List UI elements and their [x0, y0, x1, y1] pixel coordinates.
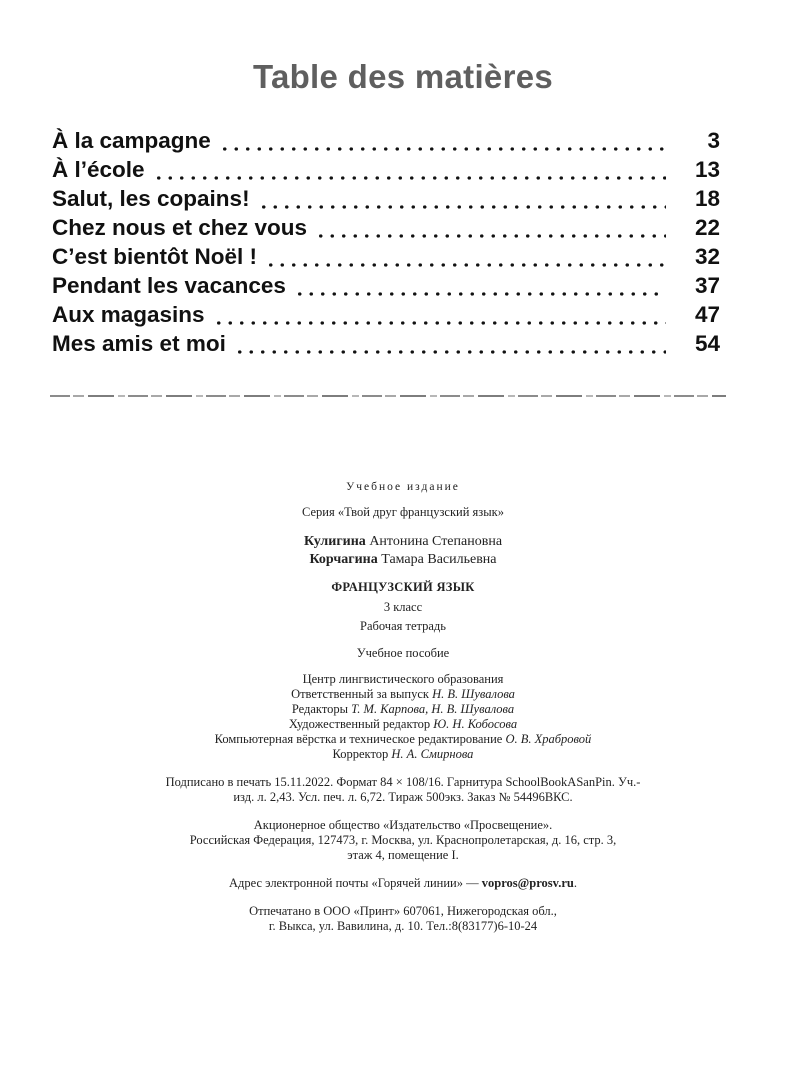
toc-entry: [52, 186, 720, 215]
author-2-name: Тамара Васильевна: [381, 552, 497, 567]
hotline-label: Адрес электронной почты «Горячей линии» —: [229, 876, 479, 890]
layout-line: [0, 732, 806, 747]
edition-type: Учебное издание: [346, 481, 460, 493]
series: Серия «Твой друг французский язык»: [302, 505, 504, 519]
toc-entry-page: 18: [694, 186, 720, 211]
responsible-line: [0, 687, 806, 702]
art-editor-line: [0, 717, 806, 732]
toc-entry: [52, 244, 720, 273]
center-name: Центр лингвистического образования: [302, 672, 504, 686]
toc-list: [52, 128, 720, 360]
editors-line: [0, 702, 806, 717]
divider-rule: [50, 395, 726, 397]
toc-title: Table des matières: [252, 58, 554, 95]
dot-leader: [315, 233, 666, 239]
toc-entry-label: Aux magasins: [52, 302, 205, 327]
dot-leader: [265, 262, 666, 268]
author-2: [0, 551, 806, 569]
toc-entry-page: 22: [694, 215, 720, 240]
publisher-line-3: этаж 4, помещение I.: [347, 848, 459, 862]
layout-label: Компьютерная вёрстка и техническое редактирование: [214, 732, 503, 746]
editors-label: Редакторы: [291, 702, 349, 716]
responsible-label: Ответственный за выпуск: [291, 687, 429, 701]
toc-entry-label: À l’école: [52, 157, 145, 182]
toc-entry-label: Mes amis et moi: [52, 331, 226, 356]
toc-entry-label: Chez nous et chez vous: [52, 215, 308, 240]
toc-entry: [52, 128, 720, 157]
toc-entry-page: 3: [707, 128, 720, 153]
corrector-name: Н. А. Смирнова: [391, 747, 474, 761]
art-editor-name: Ю. Н. Кобосова: [433, 717, 518, 731]
print-info-line-2: изд. л. 2,43. Усл. печ. л. 6,72. Тираж 500экз. Заказ № 54496ВКС.: [233, 790, 573, 804]
toc-entry-label: Salut, les copains!: [52, 186, 250, 211]
toc-entry-page: 54: [694, 331, 720, 356]
imprint-block: [0, 480, 806, 934]
toc-entry-label: C’est bientôt Noël !: [52, 244, 258, 269]
dot-leader: [219, 146, 666, 152]
print-info-line-1: Подписано в печать 15.11.2022. Формат 84 × 108/16. Гарнитура SchoolBookASanPin. Уч.-: [165, 775, 641, 789]
responsible-name: Н. В. Шувалова: [432, 687, 515, 701]
publisher-line-2: Российская Федерация, 127473, г. Москва, ул. Краснопролетарская, д. 16, стр. 3,: [189, 833, 617, 847]
author-1-surname: Кулигина: [303, 534, 366, 549]
dot-leader: [153, 175, 666, 181]
toc-entry-page: 13: [694, 157, 720, 182]
dot-leader: [258, 204, 666, 210]
toc-entry-label: Pendant les vacances: [52, 273, 286, 298]
art-editor-label: Художественный редактор: [288, 717, 431, 731]
layout-name: О. В. Храбровой: [505, 732, 592, 746]
toc-entry: [52, 157, 720, 186]
author-1-name: Антонина Степановна: [369, 534, 503, 549]
hotline-line: [0, 876, 806, 891]
corrector-line: [0, 747, 806, 762]
corrector-label: Корректор: [332, 747, 389, 761]
dot-leader: [213, 320, 666, 326]
publisher-line-1: Акционерное общество «Издательство «Просвещение».: [253, 818, 553, 832]
toc-entry: [52, 331, 720, 360]
book-type: Рабочая тетрадь: [360, 619, 446, 633]
toc-entry-page: 32: [694, 244, 720, 269]
hotline-email: vopros@prosv.ru: [481, 876, 574, 890]
grade: 3 класс: [383, 600, 423, 614]
dot-leader: [294, 291, 666, 297]
toc-entry-page: 47: [694, 302, 720, 327]
printer-line-1: Отпечатано в ООО «Принт» 607061, Нижегородская обл.,: [249, 904, 557, 918]
toc-entry-label: À la campagne: [52, 128, 211, 153]
hotline-end: .: [573, 876, 577, 890]
toc-entry: [52, 302, 720, 331]
toc-entry: [52, 215, 720, 244]
subject-title: ФРАНЦУЗСКИЙ ЯЗЫК: [331, 580, 475, 594]
author-2-surname: Корчагина: [309, 552, 378, 567]
editors-names: Т. М. Карпова, Н. В. Шувалова: [351, 702, 515, 716]
manual-type: Учебное пособие: [356, 646, 450, 660]
dot-leader: [234, 349, 666, 355]
toc-entry-page: 37: [694, 273, 720, 298]
printer-line-2: г. Выкса, ул. Вавилина, д. 10. Тел.:8(83177)6-10-24: [268, 919, 538, 933]
author-1: [0, 533, 806, 551]
toc-entry: [52, 273, 720, 302]
